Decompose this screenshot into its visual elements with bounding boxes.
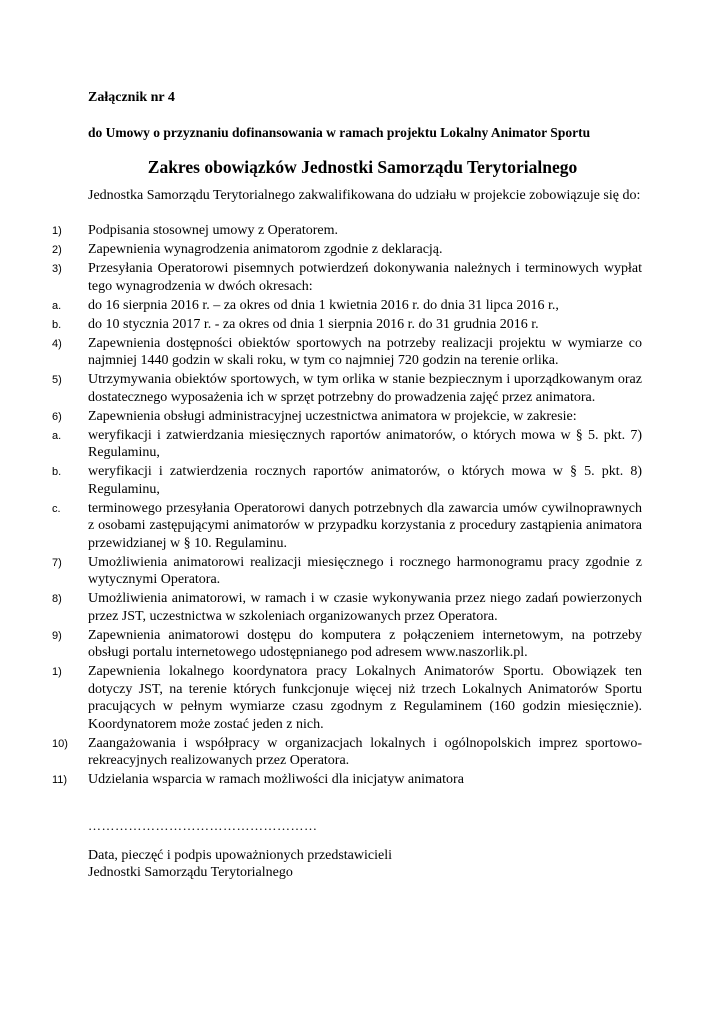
item-number: a.: [52, 299, 62, 312]
item-number: 1): [52, 225, 62, 237]
agreement-subtitle: do Umowy o przyznaniu dofinansowania w ramach projektu Lokalny Animator Sportu: [88, 125, 591, 140]
obligations-list: [0, 222, 725, 790]
item-number: c.: [52, 502, 61, 515]
list-item: [0, 735, 725, 770]
item-number: 2): [52, 244, 62, 256]
list-item: [0, 590, 725, 625]
item-text: Przesyłania Operatorowi pisemnych potwierdzeń dokonywania należnych i terminowych wypłat tego wynagrodzenia w dwóch okresach:: [88, 261, 642, 294]
item-text: do 16 sierpnia 2016 r. – za okres od dnia 1 kwietnia 2016 r. do dnia 31 lipca 2016 r.,: [88, 297, 559, 313]
item-number: 10): [52, 737, 68, 750]
list-item: [0, 335, 725, 370]
item-text: Umożliwienia animatorowi realizacji miesięcznego i rocznego harmonogramu pracy zgodnie z wytycznymi Operatora.: [88, 554, 642, 587]
list-item: [0, 371, 725, 406]
signature-caption: [88, 847, 392, 881]
signature-line: ……………………………………………: [88, 818, 318, 833]
item-number: 1): [52, 666, 62, 678]
item-text: weryfikacji i zatwierdzania miesięcznych raportów animatorów, o których mowa w § 5. pkt. 7) Regulaminu,: [88, 427, 642, 460]
item-text: do 10 stycznia 2017 r. - za okres od dnia 1 sierpnia 2016 r. do 31 grudnia 2016 r.: [88, 316, 539, 332]
list-item: [0, 663, 725, 733]
item-text: Zapewnienia animatorowi dostępu do komputera z połączeniem internetowym, na potrzeby obsługi portalu internetowego udostępnianego pod adresem www.naszorlik.pl.: [88, 627, 642, 660]
item-number: 7): [52, 556, 62, 569]
item-text: Zapewnienia lokalnego koordynatora pracy Lokalnych Animatorów Sportu. Obowiązek ten dotyczy JST, na terenie których funkcjonuje więcej niż trzech Lokalnych Animatorów Sportu pracujących w pełnym wymiarze czasu zgodnym z Regulaminem (160 godzin miesięcznie). Koordynatorem może zostać jeden z nich.: [88, 664, 642, 732]
list-item: [0, 222, 725, 240]
item-number: 8): [52, 593, 62, 605]
list-item: [0, 427, 725, 462]
item-number: 3): [52, 263, 62, 275]
list-item: [0, 316, 725, 334]
list-item: [0, 554, 725, 589]
item-text: Udzielania wsparcia w ramach możliwości dla inicjatyw animatora: [88, 772, 464, 787]
item-text: Zaangażowania i współpracy w organizacjach lokalnych i ogólnopolskich imprez sportowo-rekreacyjnych realizowanych przez Operatora.: [88, 735, 642, 768]
item-number: 9): [52, 629, 62, 642]
item-number: 6): [52, 410, 62, 423]
signature-caption-line-1: Data, pieczęć i podpis upoważnionych przedstawicieli: [88, 848, 392, 863]
document-title: Zakres obowiązków Jednostki Samorządu Terytorialnego: [147, 157, 578, 177]
item-number: 11): [52, 774, 68, 786]
list-item: [0, 771, 725, 789]
intro-paragraph: Jednostka Samorządu Terytorialnego zakwalifikowana do udziału w projekcie zobowiązuje się do:: [88, 188, 641, 203]
item-text: terminowego przesyłania Operatorowi danych potrzebnych dla zawarcia umów cywilnoprawnych z osobami zastępującymi animatorów w przypadku korzystania z procedury zastąpienia animatora przewidzianej w § 10. Regulaminu.: [88, 500, 642, 551]
list-item: [0, 408, 725, 426]
item-text: Utrzymywania obiektów sportowych, w tym orlika w stanie bezpiecznym i uporządkowanym oraz dostatecznego wyposażenia ich w sprzęt potrzebny do prowadzenia zajęć przez animatora.: [88, 372, 642, 405]
list-item: [0, 627, 725, 662]
attachment-label: Załącznik nr 4: [88, 90, 175, 105]
item-number: a.: [52, 429, 62, 442]
list-item: [0, 500, 725, 553]
list-item: [0, 241, 725, 259]
item-text: Zapewnienia obsługi administracyjnej uczestnictwa animatora w projekcie, w zakresie:: [88, 408, 577, 424]
item-number: 5): [52, 374, 62, 386]
list-item: [0, 297, 725, 315]
list-item: [0, 260, 725, 295]
item-text: Podpisania stosownej umowy z Operatorem.: [88, 223, 339, 238]
item-text: Umożliwienia animatorowi, w ramach i w czasie wykonywania przez niego zadań powierzonych przez JST, uczestnictwa w szkoleniach organizowanych przez Operatora.: [88, 591, 642, 624]
item-number: b.: [52, 466, 62, 478]
item-text: Zapewnienia dostępności obiektów sportowych na potrzeby realizacji projektu w wymiarze co najmniej 1440 godzin w skali roku, w tym co najmniej 720 godzin na terenie orlika.: [88, 335, 642, 368]
list-item: [0, 463, 725, 498]
item-text: Zapewnienia wynagrodzenia animatorom zgodnie z deklaracją.: [88, 242, 443, 257]
item-text: weryfikacji i zatwierdzenia rocznych raportów animatorów, o których mowa w § 5. pkt. 8) Regulaminu,: [88, 464, 642, 497]
item-number: 4): [52, 337, 62, 350]
item-number: b.: [52, 318, 62, 331]
signature-caption-line-2: Jednostki Samorządu Terytorialnego: [88, 865, 293, 880]
